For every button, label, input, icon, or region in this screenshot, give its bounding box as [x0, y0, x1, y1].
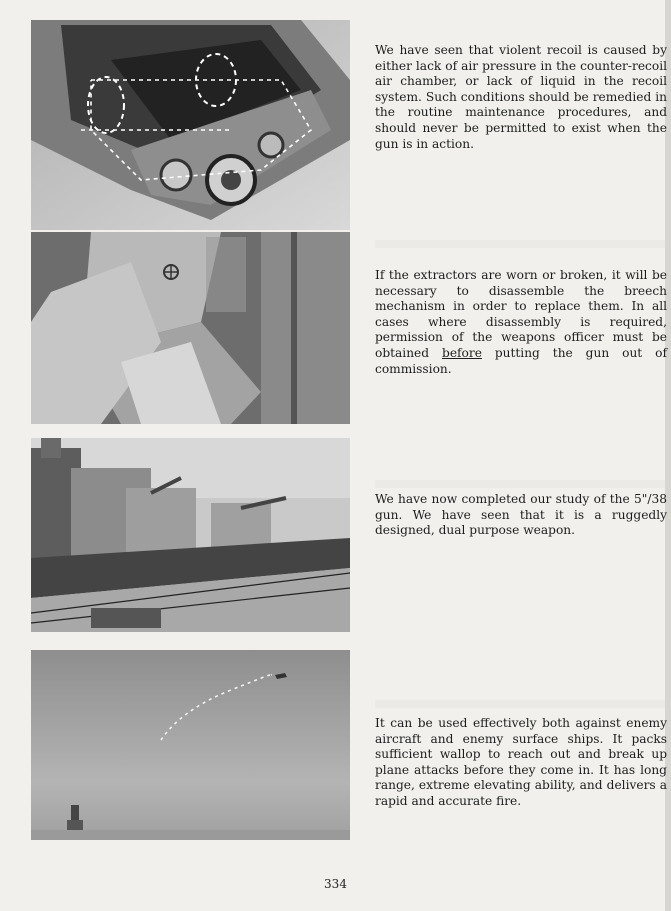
photo-destroyer-gun-mounts [31, 438, 350, 632]
photo-ship-firing-at-aircraft [31, 650, 350, 840]
paragraph-recoil: We have seen that violent recoil is caused by either lack of air pressure in the counter-recoil air chamber, or lack of liquid in the recoil system. Such conditions should be remedied in the routine maintenance procedures, and should never be permitted to exist when the gun is in action. [375, 43, 667, 151]
paragraph-extractors-text-end: putting the gun out of commission. [375, 345, 667, 376]
photo-breech-mechanism [31, 232, 350, 424]
bleed-through-text [375, 240, 665, 248]
paragraph-capabilities: It can be used effectively both against enemy aircraft and enemy surface ships. It packs sufficient wallop to reach out and break up plane attacks before they come in. It has long range, extreme elevating ability, and delivers a rapid and accurate fire. [375, 716, 667, 808]
photo-recoil-cylinders [31, 20, 350, 230]
bleed-through-text [375, 480, 665, 488]
page-number: 334 [324, 877, 347, 891]
bleed-through-text [375, 700, 665, 708]
paragraph-extractors-text: If the extractors are worn or broken, it will be necessary to disassemble the breech mechanism in order to replace them. In all cases where disassembly is required, permission of the weapons officer must be obtained [375, 268, 667, 360]
paragraph-extractors [375, 268, 667, 377]
paragraph-summary: We have now completed our study of the 5"/38 gun. We have seen that it is a ruggedly designed, dual purpose weapon. [375, 492, 667, 538]
emphasis-before: before [442, 345, 482, 360]
